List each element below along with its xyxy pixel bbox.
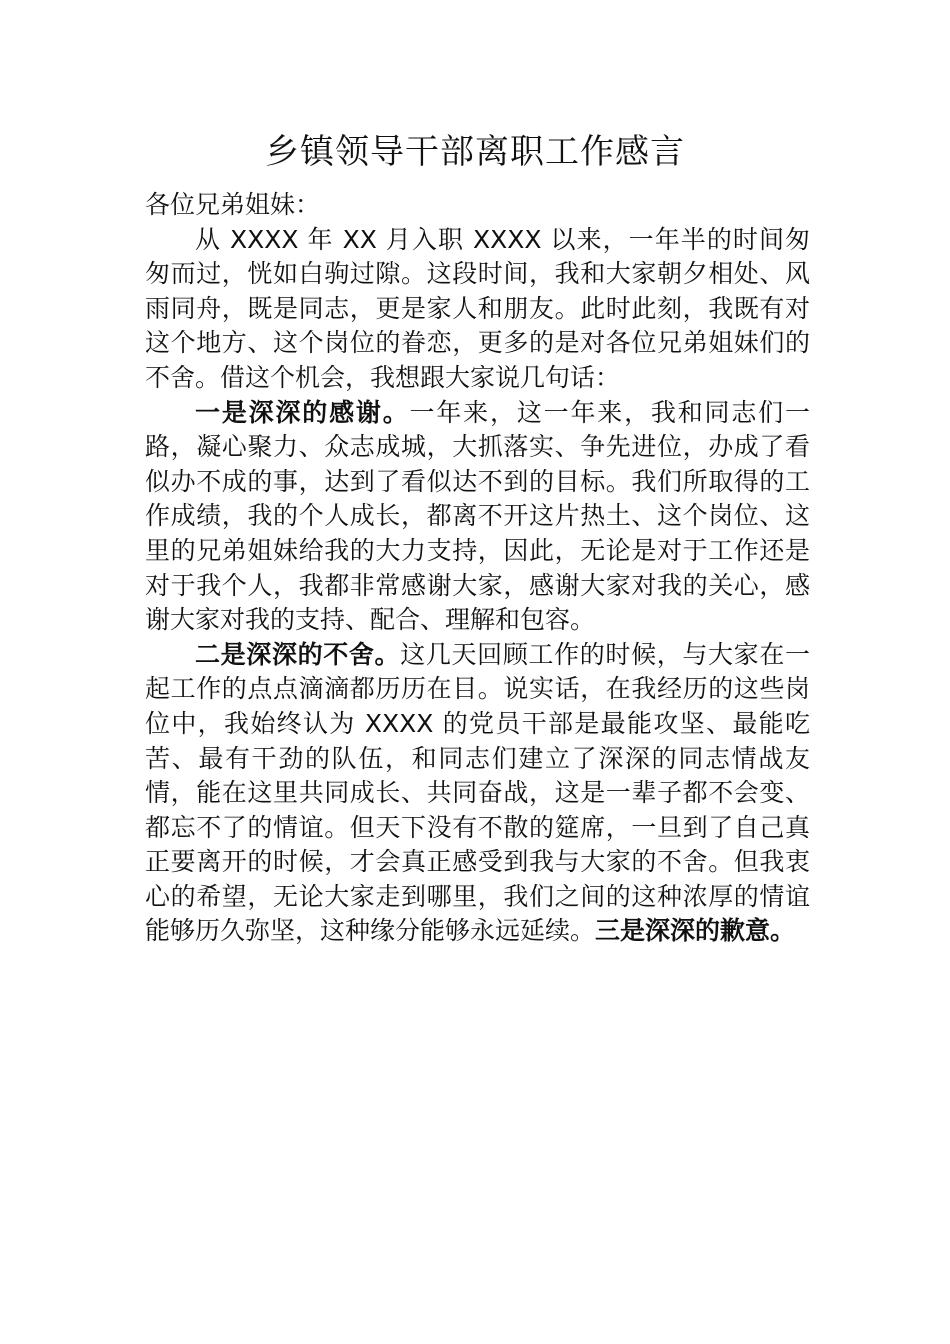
document-body [145, 188, 810, 949]
paragraph-heading-apology: 三是深深的歉意。 [595, 916, 796, 946]
paragraph-gratitude [145, 396, 810, 638]
salutation: 各位兄弟姐妹： [145, 190, 321, 219]
paragraph-intro [145, 223, 810, 396]
document-title: 乡镇领导干部离职工作感言 [265, 132, 685, 172]
paragraph-text: 从 XXXX 年 XX 月入职 XXXX 以来，一年半的时间匆匆而过，恍如白驹过隙。这段时间，我和大家朝夕相处、风雨同舟，既是同志，更是家人和朋友。此时此刻，我既有对这个地方、这个岗位的眷恋，更多的是对各位兄弟姐妹们的不舍。借这个机会，我想跟大家说几句话： [145, 224, 810, 392]
paragraph-heading: 二是深深的不舍。 [195, 639, 401, 669]
paragraph-reluctance [145, 638, 810, 949]
paragraph-text: 这几天回顾工作的时候，与大家在一起工作的点点滴滴都历历在目。说实话，在我经历的这些岗位中，我始终认为 XXXX 的党员干部是最能攻坚、最能吃苦、最有干劲的队伍，和同志们建立了深深的同志情战友情，能在这里共同成长、共同奋战，这是一辈子都不会变、都忘不了的情谊。但天下没有不散的筵席，一旦到了自己真正要离开的时候，才会真正感受到我与大家的不舍。但我衷心的希望，无论大家走到哪里，我们之间的这种浓厚的情谊能够历久弥坚，这种缘分能够永远延续。 [145, 639, 810, 946]
paragraph-text: 一年来，这一年来，我和同志们一路，凝心聚力、众志成城，大抓落实、争先进位，办成了看似办不成的事，达到了看似达不到的目标。我们所取得的工作成绩，我的个人成长，都离不开这片热土、这个岗位、这里的兄弟姐妹给我的大力支持，因此，无论是对于工作还是对于我个人，我都非常感谢大家，感谢大家对我的关心，感谢大家对我的支持、配合、理解和包容。 [145, 397, 810, 635]
paragraph-heading: 一是深深的感谢。 [195, 397, 410, 427]
